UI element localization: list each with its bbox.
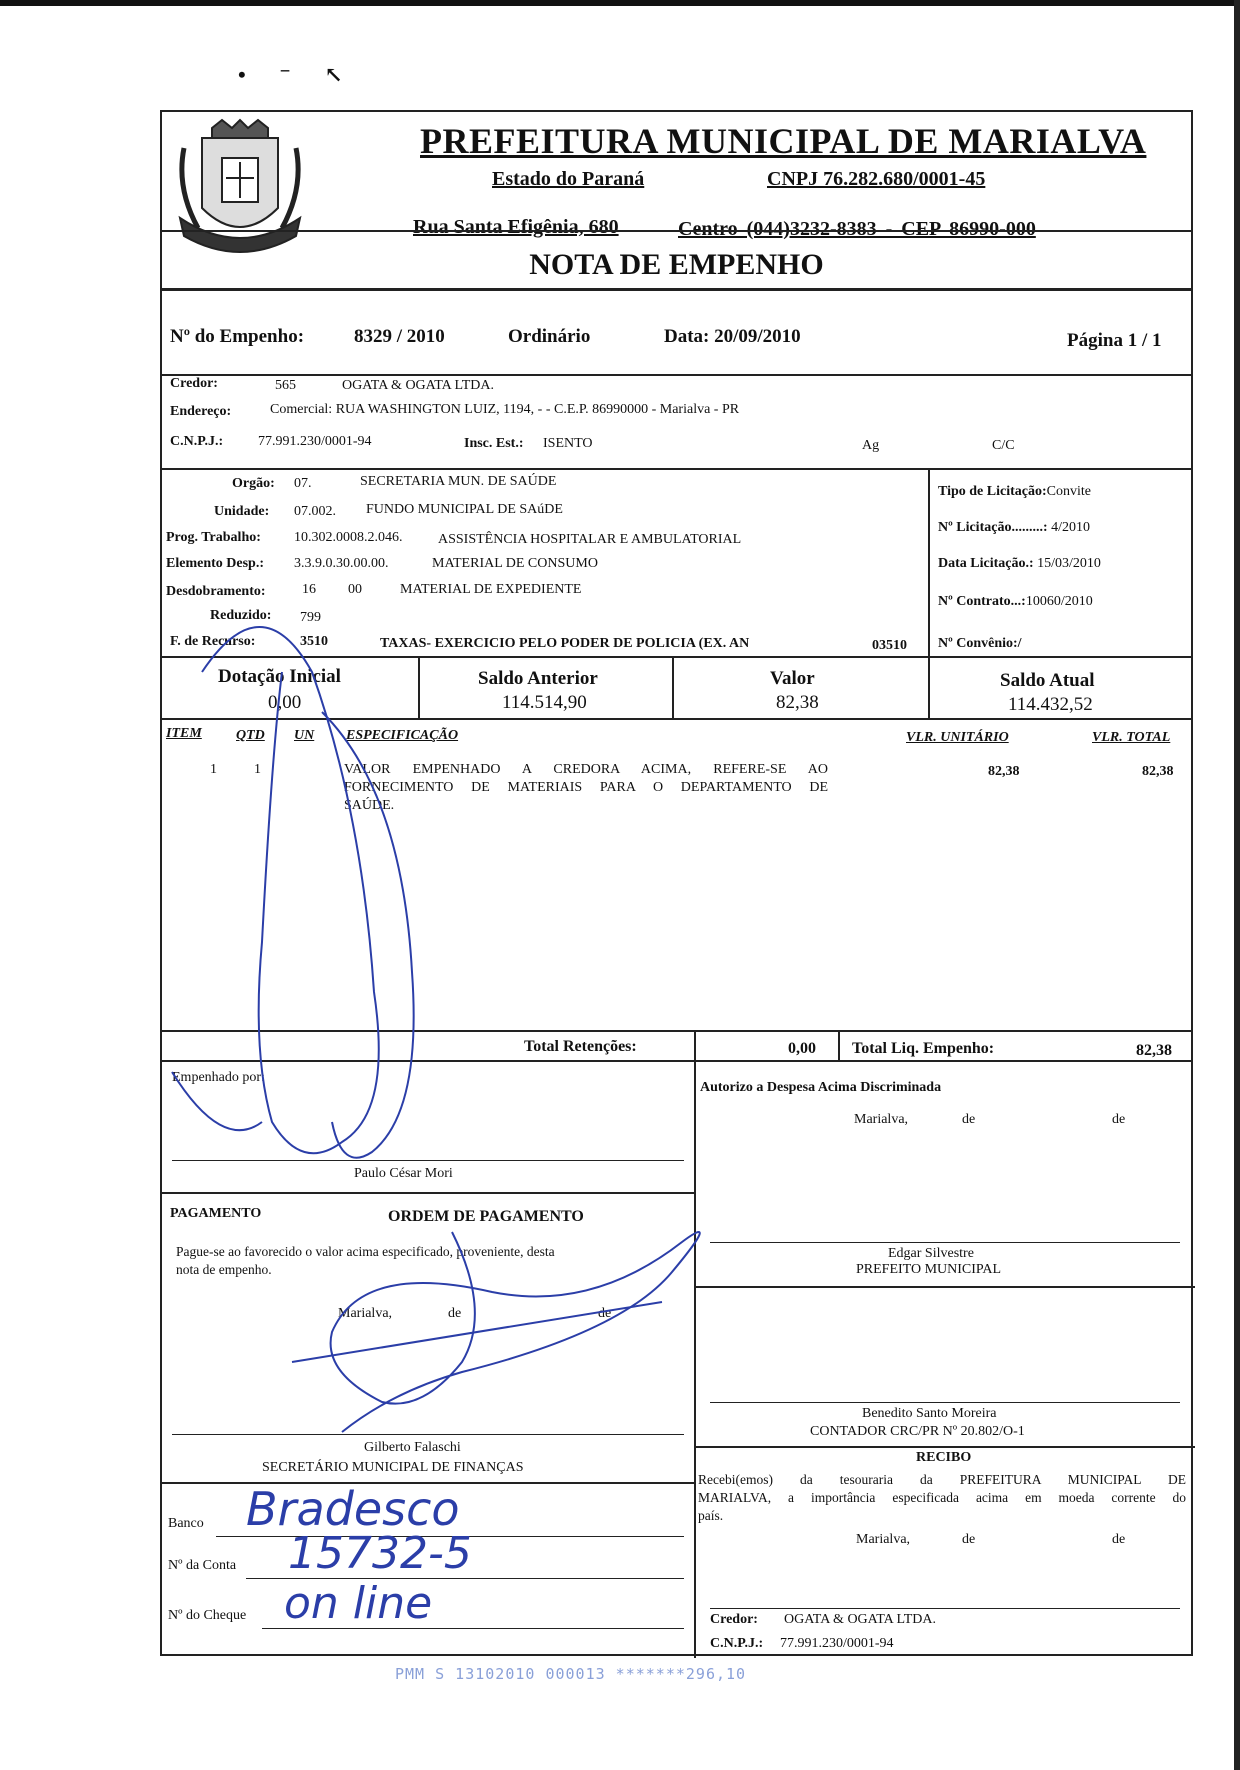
recibo-text-2: MARIALVA, a importância especificada acima em moeda corrente do — [698, 1490, 1186, 1505]
desdobramento-name: MATERIAL DE EXPEDIENTE — [400, 582, 582, 597]
cheque-label: Nº do Cheque — [168, 1608, 247, 1623]
pagamento-text-2: nota de empenho. — [176, 1262, 272, 1277]
dotacao-inicial-value: 0,00 — [268, 692, 302, 713]
orgao-code: 07. — [294, 476, 312, 491]
empenho-date: Data: 20/09/2010 — [664, 326, 801, 347]
empenho-number: 8329 / 2010 — [354, 326, 445, 347]
mechanical-stamp: PMM S 13102010 000013 *******296,10 — [395, 1665, 747, 1683]
col-especificacao: ESPECIFICAÇÃO — [346, 728, 459, 743]
reduzido-value: 799 — [300, 610, 321, 625]
saldo-atual-label: Saldo Atual — [1000, 670, 1095, 691]
recibo-de-2: de — [1112, 1532, 1126, 1547]
item-total-value: 82,38 — [1142, 764, 1174, 779]
ie-value: ISENTO — [543, 436, 593, 451]
dotacao-inicial-label: Dotação Inicial — [218, 666, 341, 687]
pagamento-text-1: Pague-se ao favorecido o valor acima especificado, proveniente, desta — [176, 1244, 555, 1259]
contador-name: Benedito Santo Moreira — [862, 1406, 997, 1421]
item-spec-line-3: SAÚDE. — [344, 798, 395, 813]
page-number: Página 1 / 1 — [1067, 330, 1162, 351]
pagamento-label: PAGAMENTO — [170, 1206, 262, 1221]
cc-label: C/C — [992, 438, 1015, 453]
recurso-code-2: 03510 — [872, 638, 907, 653]
col-item: ITEM — [166, 726, 202, 741]
saldo-anterior-label: Saldo Anterior — [478, 668, 598, 689]
orgao-label: Orgão: — [232, 476, 275, 491]
reduzido-label: Reduzido: — [210, 608, 272, 623]
elemento-name: MATERIAL DE CONSUMO — [432, 556, 598, 571]
unidade-code: 07.002. — [294, 504, 336, 519]
empenhado-por-name: Paulo César Mori — [354, 1166, 453, 1181]
signature-stroke — [322, 712, 414, 1158]
unidade-label: Unidade: — [214, 504, 270, 519]
credor-address: Comercial: RUA WASHINGTON LUIZ, 1194, - - C.E.P. 86990000 - Marialva - PR — [270, 402, 740, 417]
contact-label: Centro (044)3232-8383 - CEP 86990-000 — [678, 218, 1036, 240]
elemento-label: Elemento Desp.: — [166, 556, 264, 571]
credor-name: OGATA & OGATA LTDA. — [342, 378, 495, 393]
secretario-name: Gilberto Falaschi — [364, 1440, 461, 1455]
prog-label: Prog. Trabalho: — [166, 530, 261, 545]
credor-code: 565 — [275, 378, 296, 393]
banco-label: Banco — [168, 1516, 204, 1531]
contrato-label: Nº Contrato...:10060/2010 — [938, 594, 1093, 609]
pagamento-place: Marialva, — [338, 1306, 393, 1321]
desdobramento-b: 00 — [348, 582, 362, 597]
retencoes-value: 0,00 — [788, 1040, 816, 1057]
item-unit-value: 82,38 — [988, 764, 1020, 779]
address-label: Rua Santa Efigênia, 680 — [413, 216, 619, 238]
contador-role: CONTADOR CRC/PR Nº 20.802/O-1 — [810, 1424, 1025, 1439]
desdobramento-a: 16 — [302, 582, 316, 597]
desdobramento-label: Desdobramento: — [166, 584, 266, 599]
credor-cnpj-label: C.N.P.J.: — [170, 434, 224, 449]
valor-label: Valor — [770, 668, 815, 689]
liq-empenho-label: Total Liq. Empenho: — [852, 1040, 995, 1057]
cheque-handwritten: on line — [284, 1578, 433, 1629]
recibo-text-1: Recebi(emos) da tesouraria da PREFEITURA MUNICIPAL DE — [698, 1472, 1186, 1487]
data-licitacao-label: Data Licitação.: 15/03/2010 — [938, 556, 1101, 571]
signature-stroke — [292, 1302, 662, 1362]
col-vlr-unitario: VLR. UNITÁRIO — [906, 730, 1009, 745]
tipo-licitacao-label: Tipo de Licitação:Convite — [938, 484, 1091, 499]
empenhado-por-label: Empenhado por: — [172, 1070, 265, 1085]
document-title: NOTA DE EMPENHO — [529, 248, 824, 281]
empenho-type: Ordinário — [508, 326, 591, 347]
recibo-place: Marialva, — [856, 1532, 911, 1547]
credor-cnpj: 77.991.230/0001-94 — [258, 434, 372, 449]
prog-name: ASSISTÊNCIA HOSPITALAR E AMBULATORIAL — [438, 532, 742, 547]
saldo-anterior-value: 114.514,90 — [502, 692, 587, 713]
elemento-code: 3.3.9.0.30.00.00. — [294, 556, 389, 571]
address-field-label: Endereço: — [170, 404, 232, 419]
valor-value: 82,38 — [776, 692, 819, 713]
recibo-credor-label: Credor: — [710, 1612, 758, 1627]
municipality-title: PREFEITURA MUNICIPAL DE MARIALVA — [420, 121, 1147, 161]
col-vlr-total: VLR. TOTAL — [1092, 730, 1171, 745]
recibo-title: RECIBO — [916, 1450, 972, 1465]
scan-edge-right — [1234, 0, 1240, 1770]
num-licitacao-label: Nº Licitação.........: 4/2010 — [938, 520, 1090, 535]
recibo-cnpj: 77.991.230/0001-94 — [780, 1636, 894, 1651]
handwritten-signatures — [162, 112, 1195, 1658]
liq-empenho-value: 82,38 — [1136, 1042, 1172, 1059]
prog-code: 10.302.0008.2.046. — [294, 530, 403, 545]
autorizo-de-1: de — [962, 1112, 976, 1127]
conta-handwritten: 15732-5 — [288, 1528, 472, 1579]
recurso-code: 3510 — [300, 634, 328, 649]
recurso-name: TAXAS- EXERCICIO PELO PODER DE POLICIA (EX. AN — [380, 636, 750, 651]
scan-edge-top — [0, 0, 1240, 6]
empenho-number-label: Nº do Empenho: — [170, 326, 305, 347]
recibo-text-3: país. — [698, 1508, 724, 1523]
secretario-role: SECRETÁRIO MUNICIPAL DE FINANÇAS — [262, 1460, 524, 1475]
item-qtd: 1 — [254, 762, 261, 777]
prefeito-role: PREFEITO MUNICIPAL — [856, 1262, 1002, 1277]
recibo-cnpj-label: C.N.P.J.: — [710, 1636, 764, 1651]
ordem-pagamento-label: ORDEM DE PAGAMENTO — [388, 1208, 584, 1225]
retencoes-label: Total Retenções: — [524, 1038, 637, 1055]
item-number: 1 — [210, 762, 217, 777]
signature-stroke — [202, 627, 379, 1153]
banco-handwritten: Bradesco — [246, 1482, 460, 1536]
scan-marks: • ⁻ ↖ — [238, 62, 357, 87]
pagamento-de-1: de — [448, 1306, 462, 1321]
state-label: Estado do Paraná — [492, 168, 645, 190]
ag-label: Ag — [862, 438, 880, 453]
pagamento-de-2: de — [598, 1306, 612, 1321]
col-qtd: QTD — [236, 728, 265, 743]
nota-de-empenho-form — [160, 110, 1193, 1656]
unidade-name: FUNDO MUNICIPAL DE SAúDE — [366, 502, 563, 517]
prefeito-name: Edgar Silvestre — [888, 1246, 974, 1261]
signature-stroke — [172, 1072, 262, 1130]
autorizo-label: Autorizo a Despesa Acima Discriminada — [700, 1080, 942, 1095]
item-spec-line-2: FORNECIMENTO DE MATERIAIS PARA O DEPARTAMENTO DE — [344, 780, 828, 795]
credor-label: Credor: — [170, 376, 218, 391]
item-spec-line-1: VALOR EMPENHADO A CREDORA ACIMA, REFERE-SE AO — [344, 762, 828, 777]
recibo-credor: OGATA & OGATA LTDA. — [784, 1612, 937, 1627]
autorizo-place: Marialva, — [854, 1112, 909, 1127]
recurso-label: F. de Recurso: — [170, 634, 256, 649]
cnpj-label: CNPJ 76.282.680/0001-45 — [767, 168, 986, 190]
ie-label: Insc. Est.: — [464, 436, 524, 451]
signature-stroke — [331, 1232, 700, 1432]
col-un: UN — [294, 728, 315, 743]
recibo-de-1: de — [962, 1532, 976, 1547]
conta-label: Nº da Conta — [168, 1558, 237, 1573]
saldo-atual-value: 114.432,52 — [1008, 694, 1093, 715]
convenio-label: Nº Convênio:/ — [938, 636, 1022, 651]
orgao-name: SECRETARIA MUN. DE SAÚDE — [360, 474, 557, 489]
autorizo-de-2: de — [1112, 1112, 1126, 1127]
